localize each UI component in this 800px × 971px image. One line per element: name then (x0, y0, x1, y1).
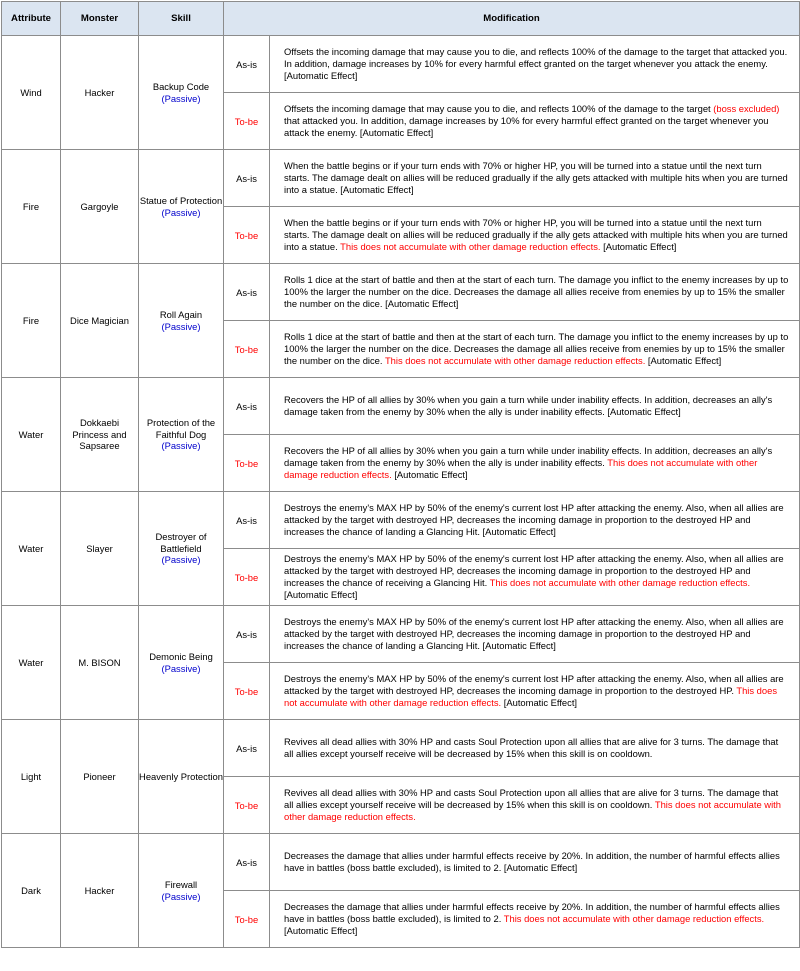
to-be-change: (boss excluded) (713, 103, 780, 114)
attribute-cell: Fire (2, 264, 61, 378)
as-is-label: As-is (224, 264, 270, 321)
table-row (2, 378, 800, 435)
skill-name: Destroyer of Battlefield (155, 531, 207, 554)
as-is-label: As-is (224, 378, 270, 435)
table-row (2, 834, 800, 891)
skill-cell (139, 264, 224, 378)
table-row (2, 492, 800, 549)
to-be-text: Rolls 1 dice at the start of battle and then at the start of each turn. The damage you inflict to the enemy increases by up to 100% the larger the number on the dice. Decreases the damage all allies receive from enemies by up to 15% the smaller the number on the dice. (284, 331, 789, 366)
to-be-text-end: [Automatic Effect] (645, 355, 722, 366)
as-is-label: As-is (224, 150, 270, 207)
attribute-cell: Dark (2, 834, 61, 948)
to-be-text: Decreases the damage that allies under harmful effects receive by 20%. In addition, the number of harmful effects allies have in battles (boss battle excluded), is limited to 2. (284, 901, 780, 924)
passive-tag: (Passive) (161, 662, 201, 674)
to-be-text-end: [Automatic Effect] (501, 697, 578, 708)
as-is-label: As-is (224, 606, 270, 663)
to-be-change: This does not accumulate with other damage reduction effects. (340, 241, 601, 252)
to-be-text-end: [Automatic Effect] (284, 589, 358, 600)
table-body (2, 36, 800, 948)
to-be-text-end: that attacked you. In addition, damage increases by 10% for every harmful effect granted on the target whenever you attack the enemy. [Automatic Effect] (284, 115, 769, 138)
attribute-cell: Light (2, 720, 61, 834)
as-is-description: Decreases the damage that allies under harmful effects receive by 20%. In addition, the number of harmful effects allies have in battles (boss battle excluded), is limited to 2. [Automatic Effect] (270, 834, 800, 891)
to-be-text-end: [Automatic Effect] (391, 469, 468, 480)
skill-name: Backup Code (152, 81, 210, 92)
to-be-text: When the battle begins or if your turn ends with 70% or higher HP, you will be turned into a statue until the next turn starts. The damage dealt on allies will be reduced gradually if the ally gets attacked with multiple hits when you are turned into a statue. (284, 217, 788, 252)
attribute-cell: Fire (2, 150, 61, 264)
skill-cell (139, 720, 224, 834)
to-be-change: This does not accumulate with other damage reduction effects. (384, 355, 646, 366)
skill-cell (139, 150, 224, 264)
skill-name: Statue of Protection (139, 195, 223, 206)
passive-tag: (Passive) (161, 440, 201, 452)
as-is-description: Recovers the HP of all allies by 30% when you gain a turn while under inability effects. In addition, decreases an ally's damage taken from the enemy by 30% when the ally is under inability effects. [Automatic Effect] (270, 378, 800, 435)
to-be-text: Destroys the enemy's MAX HP by 50% of the enemy's current lost HP after attacking the enemy. Also, when all allies are attacked by the target with destroyed HP, decreases the incoming damage in proportion to the destroyed HP and increases the chance of receiving a Glancing Hit. (284, 553, 784, 588)
header-skill: Skill (139, 2, 224, 36)
monster-cell: M. BISON (61, 606, 139, 720)
monster-cell: Dokkaebi Princess and Sapsaree (61, 378, 139, 492)
to-be-description (270, 549, 800, 606)
to-be-label: To-be (224, 207, 270, 264)
to-be-change: This does not accumulate with other damage reduction effects. (284, 685, 778, 708)
as-is-label: As-is (224, 36, 270, 93)
monster-cell: Dice Magician (61, 264, 139, 378)
to-be-text: Destroys the enemy's MAX HP by 50% of the enemy's current lost HP after attacking the enemy. Also, when all allies are attacked by the target with destroyed HP, decreases the incoming damage in proportion to the destroyed HP. (284, 673, 784, 696)
to-be-change: This does not accumulate with other damage reduction effects. (284, 799, 781, 822)
to-be-label: To-be (224, 321, 270, 378)
to-be-description (270, 435, 800, 492)
to-be-label: To-be (224, 435, 270, 492)
to-be-text: Offsets the incoming damage that may cause you to die, and reflects 100% of the damage to the target (284, 103, 714, 114)
to-be-label: To-be (224, 663, 270, 720)
monster-cell: Hacker (61, 834, 139, 948)
to-be-label: To-be (224, 777, 270, 834)
monster-cell: Slayer (61, 492, 139, 606)
to-be-description (270, 321, 800, 378)
skill-cell (139, 492, 224, 606)
table-row (2, 36, 800, 93)
skill-cell (139, 36, 224, 150)
skill-cell (139, 378, 224, 492)
to-be-description (270, 777, 800, 834)
to-be-description (270, 207, 800, 264)
header-modification: Modification (224, 2, 800, 36)
as-is-label: As-is (224, 492, 270, 549)
table-row (2, 264, 800, 321)
passive-tag: (Passive) (161, 92, 201, 104)
to-be-description (270, 93, 800, 150)
skill-name: Demonic Being (149, 651, 213, 662)
modification-table (1, 1, 800, 948)
to-be-change: This does not accumulate with other damage reduction effects. (284, 457, 758, 480)
as-is-description: Offsets the incoming damage that may cause you to die, and reflects 100% of the damage to the target that attacked you. In addition, damage increases by 10% for every harmful effect granted on the target whenever you attack the enemy. [Automatic Effect] (270, 36, 800, 93)
to-be-text-end: [Automatic Effect] (284, 925, 358, 936)
to-be-text-end: [Automatic Effect] (600, 241, 677, 252)
to-be-change: This does not accumulate with other damage reduction effects. (489, 577, 751, 588)
table-row (2, 150, 800, 207)
to-be-change: This does not accumulate with other damage reduction effects. (503, 913, 765, 924)
to-be-label: To-be (224, 549, 270, 606)
monster-cell: Gargoyle (61, 150, 139, 264)
as-is-label: As-is (224, 720, 270, 777)
to-be-text: Revives all dead allies with 30% HP and casts Soul Protection upon all allies that are alive for 3 turns. The damage that all allies except yourself receive will be decreased by 15% when this skill is on cooldown. (284, 787, 779, 810)
attribute-cell: Wind (2, 36, 61, 150)
monster-cell: Hacker (61, 36, 139, 150)
passive-tag: (Passive) (161, 320, 201, 332)
as-is-description: Rolls 1 dice at the start of battle and then at the start of each turn. The damage you inflict to the enemy increases by up to 100% the larger the number on the dice. Decreases the damage all allies receive from enemies by up to 15% the smaller the number on the dice. [Automatic Effect] (270, 264, 800, 321)
skill-name: Protection of the Faithful Dog (146, 417, 216, 440)
header-attribute: Attribute (2, 2, 61, 36)
attribute-cell: Water (2, 492, 61, 606)
skill-cell (139, 606, 224, 720)
skill-name: Roll Again (159, 309, 203, 320)
header-row (2, 2, 800, 36)
table-row (2, 606, 800, 663)
monster-cell: Pioneer (61, 720, 139, 834)
attribute-cell: Water (2, 606, 61, 720)
to-be-text: Recovers the HP of all allies by 30% when you gain a turn while under inability effects. In addition, decreases an ally's damage taken from the enemy by 30% when the ally is under inability effects. (284, 445, 773, 468)
as-is-description: Destroys the enemy's MAX HP by 50% of the enemy's current lost HP after attacking the enemy. Also, when all allies are attacked by the target with destroyed HP, decreases the incoming damage in proportion to the destroyed HP and increases the chance of landing a Glancing Hit. [Automatic Effect] (270, 492, 800, 549)
skill-cell (139, 834, 224, 948)
to-be-label: To-be (224, 93, 270, 150)
as-is-description: When the battle begins or if your turn ends with 70% or higher HP, you will be turned into a statue until the next turn starts. The damage dealt on allies will be reduced gradually if the ally gets attacked with multiple hits when you are turned into a statue. [Automatic Effect] (270, 150, 800, 207)
to-be-description (270, 663, 800, 720)
as-is-label: As-is (224, 834, 270, 891)
header-monster: Monster (61, 2, 139, 36)
passive-tag: (Passive) (161, 206, 201, 218)
table-row (2, 720, 800, 777)
as-is-description: Destroys the enemy's MAX HP by 50% of the enemy's current lost HP after attacking the enemy. Also, when all allies are attacked by the target with destroyed HP, decreases the incoming damage in proportion to the destroyed HP and increases the chance of landing a Glancing Hit. [Automatic Effect] (270, 606, 800, 663)
to-be-description (270, 891, 800, 948)
skill-name: Firewall (164, 879, 198, 890)
as-is-description: Revives all dead allies with 30% HP and casts Soul Protection upon all allies that are alive for 3 turns. The damage that all allies except yourself receive will be decreased by 15% when this skill is on cooldown. (270, 720, 800, 777)
to-be-label: To-be (224, 891, 270, 948)
skill-name: Heavenly Protection (139, 770, 223, 782)
passive-tag: (Passive) (161, 554, 201, 566)
passive-tag: (Passive) (161, 890, 201, 902)
attribute-cell: Water (2, 378, 61, 492)
